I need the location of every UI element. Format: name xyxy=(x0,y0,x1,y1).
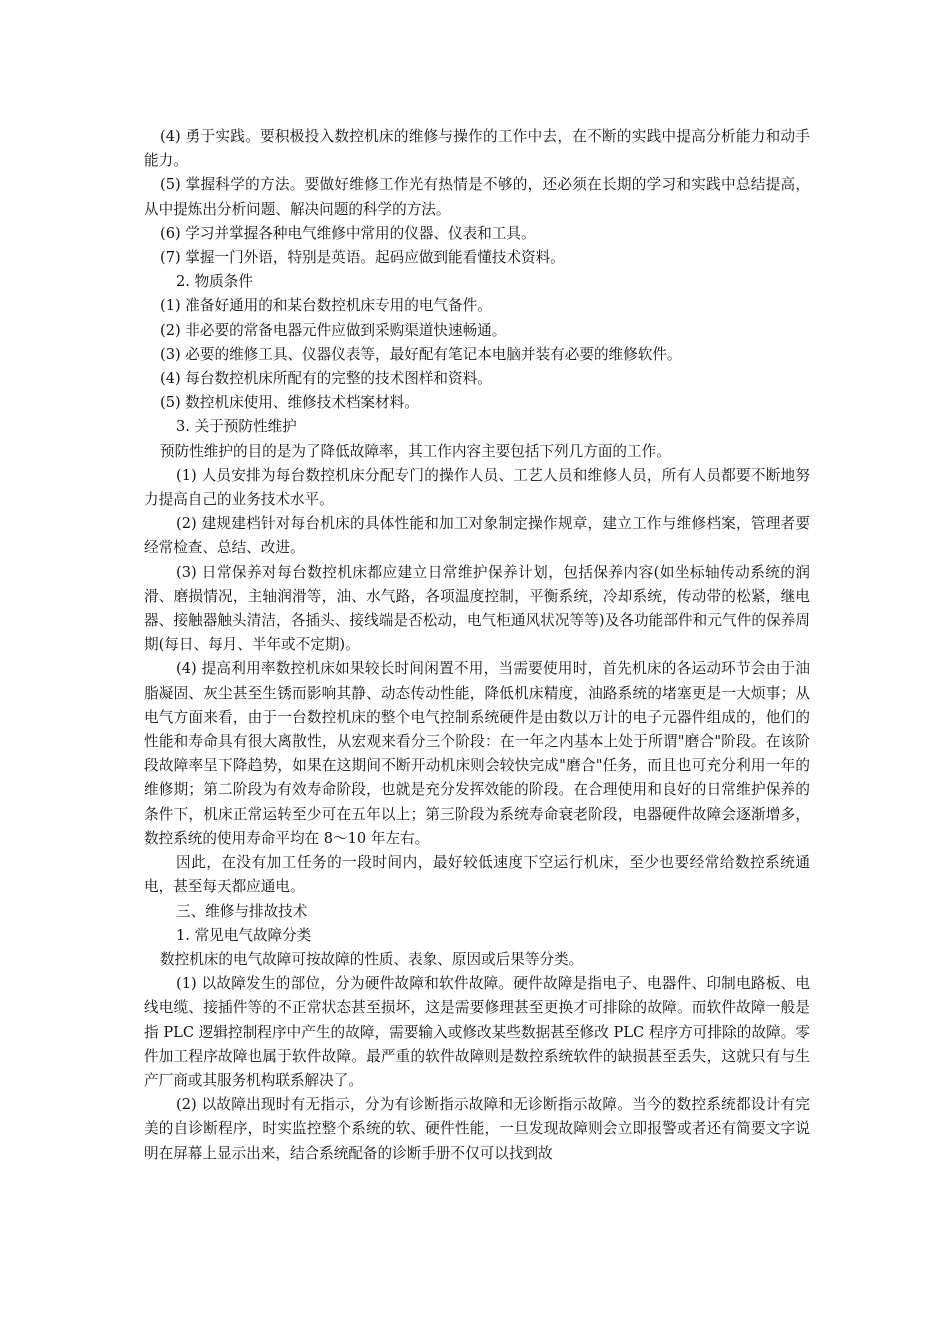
paragraph: (1) 准备好通用的和某台数控机床专用的电气备件。 xyxy=(160,297,492,315)
section-heading: 2. 物质条件 xyxy=(176,273,253,291)
document-body xyxy=(144,125,810,1166)
paragraph: (2) 非必要的常备电器元件应做到采购渠道快速畅通。 xyxy=(160,321,507,339)
paragraph: (7) 掌握一门外语，特别是英语。起码应做到能看懂技术资料。 xyxy=(160,249,565,267)
paragraph: (2) 以故障出现时有无指示，分为有诊断指示故障和无诊断指示故障。当今的数控系统都设计有完美的自诊断程序，时实监控整个系统的软、硬件性能，一旦发现故障则会立即报警或者还有简要文字说明在屏幕上显示出来，结合系统配备的诊断手册不仅可以找到故 xyxy=(144,1096,810,1162)
paragraph: (3) 必要的维修工具、仪器仪表等，最好配有笔记本电脑并装有必要的维修软件。 xyxy=(160,345,682,363)
paragraph: (6) 学习并掌握各种电气维修中常用的仪器、仪表和工具。 xyxy=(160,224,536,242)
paragraph: (3) 日常保养对每台数控机床都应建立日常维护保养计划，包括保养内容(如坐标轴传动系统的润滑、磨损情况，主轴润滑等，油、水气路，各项温度控制，平衡系统，冷却系统，传动带的松紧，继电器、接触器触头清洁，各插头、接线端是否松动，电气柜通风状况等等)及各功能部件和元气件的保养周期(每日、每月、半年或不定期)。 xyxy=(144,563,810,654)
paragraph: (4) 每台数控机床所配有的完整的技术图样和资料。 xyxy=(160,370,492,388)
paragraph: (5) 数控机床使用、维修技术档案材料。 xyxy=(160,394,419,412)
paragraph: (2) 建规建档针对每台机床的具体性能和加工对象制定操作规章，建立工作与维修档案，管理者要经常检查、总结、改进。 xyxy=(144,515,810,557)
paragraph: (4) 勇于实践。要积极投入数控机床的维修与操作的工作中去，在不断的实践中提高分析能力和动手能力。 xyxy=(144,128,810,170)
paragraph: 数控机床的电气故障可按故障的性质、表象、原因或后果等分类。 xyxy=(160,950,584,968)
paragraph: (5) 掌握科学的方法。要做好维修工作光有热情是不够的，还必须在长期的学习和实践中总结提高，从中提炼出分析问题、解决问题的科学的方法。 xyxy=(144,176,810,218)
paragraph: 预防性维护的目的是为了降低故障率，其工作内容主要包括下列几方面的工作。 xyxy=(160,442,671,460)
section-heading: 3. 关于预防性维护 xyxy=(176,418,297,436)
paragraph: (1) 以故障发生的部位，分为硬件故障和软件故障。硬件故障是指电子、电器件、印制电路板、电线电缆、接插件等的不正常状态甚至损坏，这是需要修理甚至更换才可排除的故障。而软件故障一般是指 PLC 逻辑控制程序中产生的故障，需要输入或修改某些数据甚至修改 PLC 程序方可排除的故障。零件加工程序故障也属于软件故障。最严重的软件故障则是数控系统软件的缺损甚至丢失，这就只有与生产厂商或其服务机构联系解决了。 xyxy=(144,975,810,1089)
paragraph: (1) 人员安排为每台数控机床分配专门的操作人员、工艺人员和维修人员，所有人员都要不断地努力提高自己的业务技术水平。 xyxy=(144,466,810,509)
section-heading: 1. 常见电气故障分类 xyxy=(176,926,312,944)
section-heading: 三、维修与排故技术 xyxy=(176,902,308,920)
paragraph: (4) 提高利用率数控机床如果较长时间闲置不用，当需要使用时，首先机床的各运动环节会由于油脂凝固、灰尘甚至生锈而影响其静、动态传动性能，降低机床精度，油路系统的堵塞更是一大烦事；从电气方面来看，由于一台数控机床的整个电气控制系统硬件是由数以万计的电子元器件组成的，他们的性能和寿命具有很大离散性，从宏观来看分三个阶段：在一年之内基本上处于所谓"磨合"阶段。在该阶段故障率呈下降趋势，如果在这期间不断开动机床则会较快完成"磨合"任务，而且也可充分利用一年的维修期；第二阶段为有效寿命阶段，也就是充分发挥效能的阶段。在合理使用和良好的日常维护保养的条件下，机床正常运转至少可在五年以上；第三阶段为系统寿命衰老阶段，电器硬件故障会逐渐增多，数控系统的使用寿命平均在 8～10 年左右。 xyxy=(144,660,810,847)
paragraph: 因此，在没有加工任务的一段时间内，最好较低速度下空运行机床，至少也要经常给数控系统通电，甚至每天都应通电。 xyxy=(144,854,810,896)
